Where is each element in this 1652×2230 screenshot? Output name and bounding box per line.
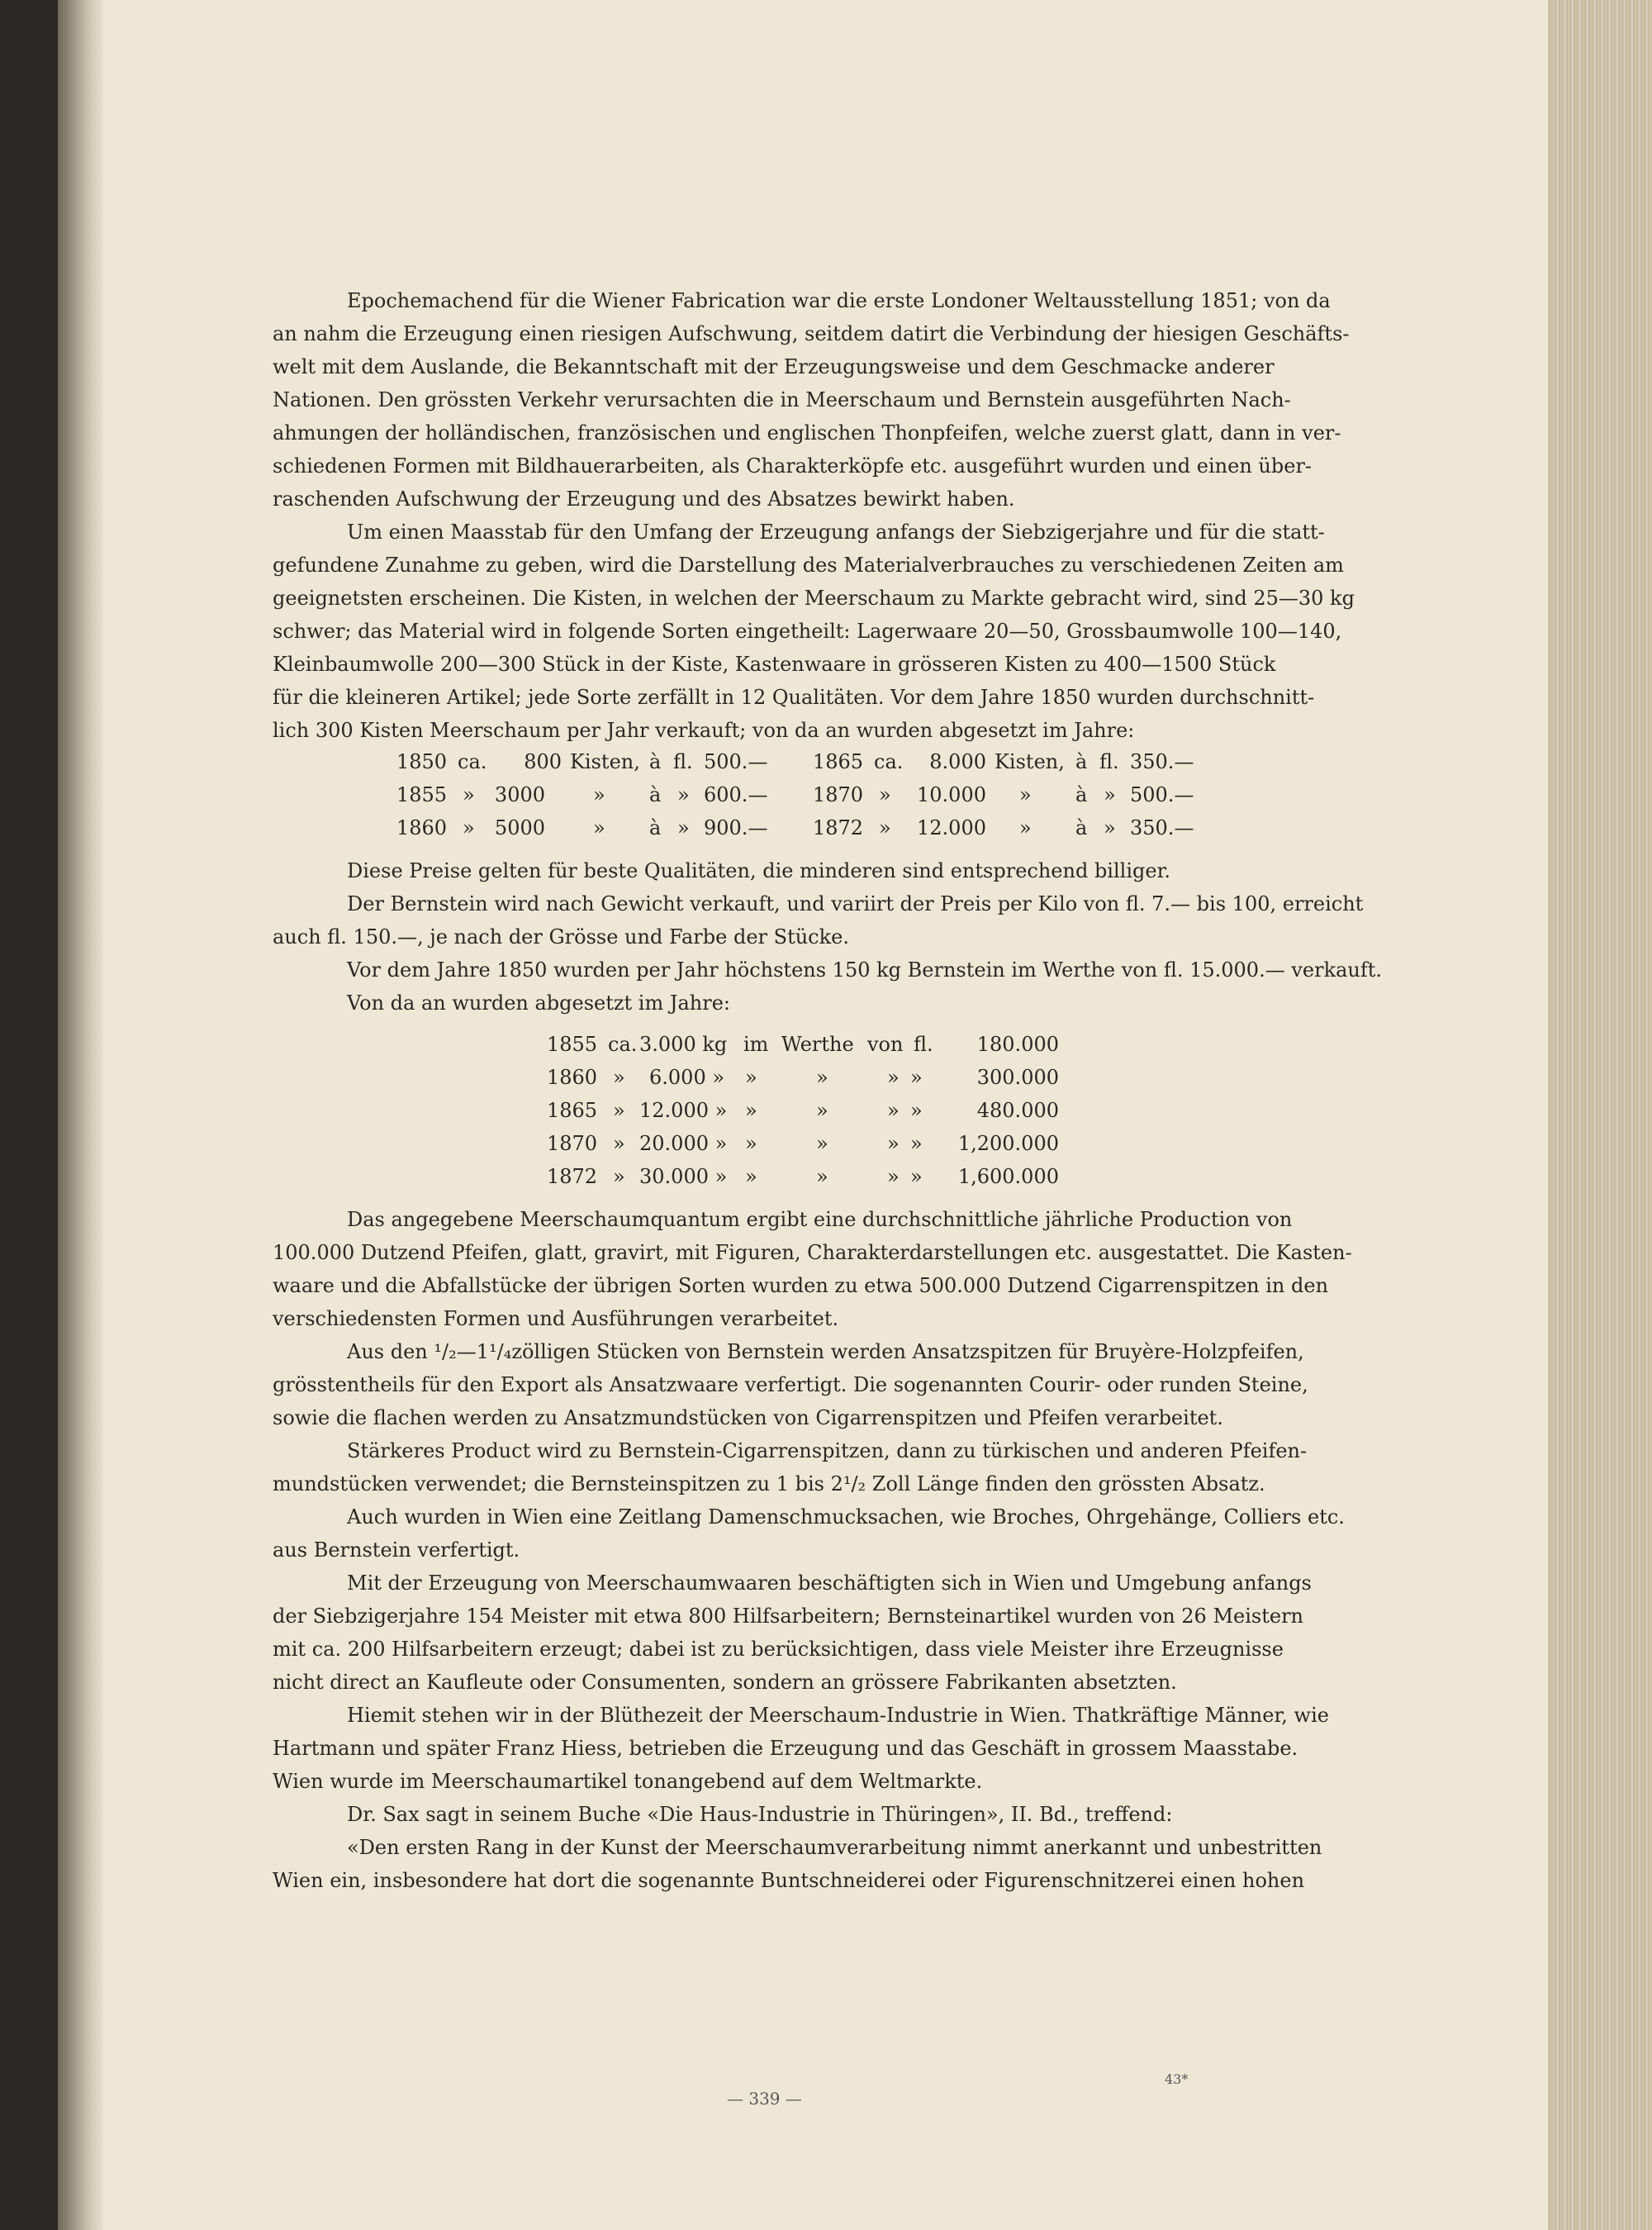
quantity-cell: 30.000 » <box>639 1165 728 1188</box>
unit-cell: » <box>593 816 605 839</box>
text-line: Hiemit stehen wir in der Blüthezeit der Meerschaum-Industrie in Wien. Thatkräftige Männer, wie <box>347 1704 1329 1727</box>
quantity-cell: 6.000 » <box>649 1066 725 1089</box>
value-cell: 1,200.000 <box>957 1132 1059 1155</box>
mark-cell: ca. <box>458 750 487 773</box>
text-line: raschenden Aufschwung der Erzeugung und des Absatzes bewirkt haben. <box>273 487 1015 511</box>
text-line: Epochemachend für die Wiener Fabrication war die erste Londoner Weltausstellung 1851; von da <box>347 289 1331 312</box>
year-cell: 1870 <box>547 1132 598 1155</box>
year-cell: 1872 <box>547 1165 598 1188</box>
quantity-cell: 20.000 » <box>639 1132 728 1155</box>
year-cell: 1865 <box>813 750 864 773</box>
currency-cell: » <box>910 1066 923 1089</box>
text-line: Wien wurde im Meerschaumartikel tonangebend auf dem Weltmarkte. <box>273 1770 983 1793</box>
text-line: der Siebzigerjahre 154 Meister mit etwa 800 Hilfsarbeitern; Bernsteinartikel wurden von 26 Meistern <box>273 1605 1303 1628</box>
price-cell: 500.— <box>704 750 768 773</box>
mark-cell: » <box>613 1132 625 1155</box>
text-line: auch fl. 150.—, je nach der Grösse und Farbe der Stücke. <box>273 925 849 949</box>
text-line: Stärkeres Product wird zu Bernstein-Cigarrenspitzen, dann zu türkischen und anderen Pfeifen- <box>347 1439 1308 1462</box>
value-cell: 180.000 <box>976 1033 1059 1056</box>
count-cell: 12.000 <box>917 816 986 839</box>
mark-cell: ca. <box>874 750 904 773</box>
text-line: 100.000 Dutzend Pfeifen, glatt, gravirt, mit Figuren, Charakterdarstellungen etc. ausgestattet. Die Kasten- <box>273 1241 1352 1264</box>
text-line: Auch wurden in Wien eine Zeitlang Damenschmucksachen, wie Broches, Ohrgehänge, Colliers etc. <box>347 1505 1345 1529</box>
mark-cell: ca. <box>608 1033 638 1056</box>
value-cell: 1,600.000 <box>957 1165 1059 1188</box>
year-cell: 1860 <box>547 1066 598 1089</box>
werthe-cell: » <box>816 1132 828 1155</box>
text-line: mundstücken verwendet; die Bernsteinspitzen zu 1 bis 2¹/₂ Zoll Länge finden den grössten Absatz. <box>273 1472 1265 1495</box>
text-line: geeignetsten erscheinen. Die Kisten, in welchen der Meerschaum zu Markte gebracht wird, sind 25—30 kg <box>273 587 1355 610</box>
currency-cell: » <box>1104 783 1116 806</box>
currency-cell: » <box>910 1099 923 1122</box>
quantity-cell: 3.000 kg <box>639 1033 728 1056</box>
year-cell: 1870 <box>813 783 864 806</box>
mark-cell: » <box>613 1165 625 1188</box>
text-line: schwer; das Material wird in folgende Sorten eingetheilt: Lagerwaare 20—50, Grossbaumwolle 100—140, <box>273 620 1342 643</box>
currency-cell: fl. <box>1099 750 1119 773</box>
text-line: mit ca. 200 Hilfsarbeitern erzeugt; dabei ist zu berücksichtigen, dass viele Meister ihre Erzeugnisse <box>273 1638 1284 1661</box>
a-cell: à <box>1075 783 1088 806</box>
text-line: an nahm die Erzeugung einen riesigen Aufschwung, seitdem datirt die Verbindung der hiesigen Geschäfts- <box>273 322 1350 345</box>
text-line: Mit der Erzeugung von Meerschaumwaaren beschäftigten sich in Wien und Umgebung anfangs <box>347 1571 1312 1595</box>
a-cell: à <box>1075 816 1088 839</box>
werthe-cell: Werthe <box>781 1033 854 1056</box>
text-line: Kleinbaumwolle 200—300 Stück in der Kiste, Kastenwaare in grösseren Kisten zu 400—1500 Stück <box>273 653 1276 676</box>
mark-cell: » <box>879 816 891 839</box>
im-cell: » <box>745 1099 757 1122</box>
text-line: welt mit dem Auslande, die Bekanntschaft mit der Erzeugungsweise und dem Geschmacke anderer <box>273 355 1275 378</box>
count-cell: 8.000 <box>929 750 986 773</box>
text-line: Aus den ¹/₂—1¹/₄zölligen Stücken von Bernstein werden Ansatzspitzen für Bruyère-Holzpfeifen, <box>347 1340 1304 1363</box>
text-line: Diese Preise gelten für beste Qualitäten, die minderen sind entsprechend billiger. <box>347 859 1171 882</box>
value-cell: 480.000 <box>976 1099 1059 1122</box>
text-line: waare und die Abfallstücke der übrigen Sorten wurden zu etwa 500.000 Dutzend Cigarrenspitzen in den <box>273 1274 1329 1297</box>
count-cell: 5000 <box>494 816 545 839</box>
unit-cell: » <box>1019 783 1032 806</box>
value-cell: 300.000 <box>976 1066 1059 1089</box>
currency-cell: » <box>677 783 690 806</box>
unit-cell: » <box>1019 816 1032 839</box>
quantity-cell: 12.000 » <box>639 1099 728 1122</box>
gutter-shadow <box>58 0 103 2230</box>
count-cell: 10.000 <box>917 783 986 806</box>
unit-cell: » <box>593 783 605 806</box>
unit-cell: Kisten, <box>995 750 1065 773</box>
text-line: sowie die flachen werden zu Ansatzmundstücken von Cigarrenspitzen und Pfeifen verarbeitet. <box>273 1406 1223 1429</box>
text-line: Dr. Sax sagt in seinem Buche «Die Haus-Industrie in Thüringen», II. Bd., treffend: <box>347 1803 1173 1826</box>
von-cell: » <box>887 1099 900 1122</box>
im-cell: » <box>745 1066 757 1089</box>
signature-mark: 43* <box>1165 2071 1189 2087</box>
price-cell: 500.— <box>1130 783 1194 806</box>
text-line: Das angegebene Meerschaumquantum ergibt eine durchschnittliche jährliche Production von <box>347 1208 1293 1231</box>
text-line: «Den ersten Rang in der Kunst der Meerschaumverarbeitung nimmt anerkannt und unbestritten <box>347 1836 1322 1859</box>
mark-cell: » <box>879 783 891 806</box>
currency-cell: » <box>1104 816 1116 839</box>
count-cell: 800 <box>524 750 562 773</box>
von-cell: » <box>887 1066 900 1089</box>
im-cell: im <box>743 1033 769 1056</box>
text-line: Wien ein, insbesondere hat dort die sogenannte Buntschneiderei oder Figurenschnitzerei einen hohen <box>273 1869 1305 1892</box>
year-cell: 1855 <box>547 1033 598 1056</box>
year-cell: 1865 <box>547 1099 598 1122</box>
currency-cell: » <box>910 1132 923 1155</box>
text-line: Der Bernstein wird nach Gewicht verkauft, und variirt der Preis per Kilo von fl. 7.— bis 100, erreicht <box>347 892 1364 915</box>
text-line: gefundene Zunahme zu geben, wird die Darstellung des Materialverbrauches zu verschiedenen Zeiten am <box>273 554 1344 577</box>
text-line: Vor dem Jahre 1850 wurden per Jahr höchstens 150 kg Bernstein im Werthe von fl. 15.000.— verkauft. <box>347 958 1383 982</box>
currency-cell: fl. <box>914 1033 933 1056</box>
text-line: Nationen. Den grössten Verkehr verursachten die in Meerschaum und Bernstein ausgeführten Nach- <box>273 388 1291 411</box>
currency-cell: » <box>910 1165 923 1188</box>
a-cell: à <box>649 750 662 773</box>
a-cell: à <box>1075 750 1088 773</box>
text-line: nicht direct an Kaufleute oder Consumenten, sondern an grössere Fabrikanten absetzten. <box>273 1671 1177 1694</box>
text-line: Hartmann und später Franz Hiess, betrieben die Erzeugung und das Geschäft in grossem Maasstabe. <box>273 1737 1298 1760</box>
text-line: lich 300 Kisten Meerschaum per Jahr verkauft; von da an wurden abgesetzt im Jahre: <box>273 719 1135 742</box>
text-line: ahmungen der holländischen, französischen und englischen Thonpfeifen, welche zuerst glatt, dann in ver- <box>273 421 1341 445</box>
text-line: verschiedensten Formen und Ausführungen verarbeitet. <box>273 1307 839 1330</box>
werthe-cell: » <box>816 1165 828 1188</box>
text-line: aus Bernstein verfertigt. <box>273 1538 520 1562</box>
count-cell: 3000 <box>494 783 545 806</box>
price-cell: 350.— <box>1130 750 1194 773</box>
von-cell: von <box>867 1033 904 1056</box>
currency-cell: » <box>677 816 690 839</box>
year-cell: 1855 <box>396 783 448 806</box>
unit-cell: Kisten, <box>570 750 640 773</box>
werthe-cell: » <box>816 1066 828 1089</box>
year-cell: 1872 <box>813 816 864 839</box>
mark-cell: » <box>613 1099 625 1122</box>
werthe-cell: » <box>816 1099 828 1122</box>
im-cell: » <box>745 1165 757 1188</box>
text-line: Von da an wurden abgesetzt im Jahre: <box>347 991 731 1015</box>
im-cell: » <box>745 1132 757 1155</box>
a-cell: à <box>649 783 662 806</box>
mark-cell: » <box>463 816 475 839</box>
von-cell: » <box>887 1165 900 1188</box>
year-cell: 1850 <box>396 750 448 773</box>
price-cell: 900.— <box>704 816 768 839</box>
text-line: für die kleineren Artikel; jede Sorte zerfällt in 12 Qualitäten. Vor dem Jahre 1850 wurden durchschnitt- <box>273 686 1315 709</box>
mark-cell: » <box>613 1066 625 1089</box>
year-cell: 1860 <box>396 816 448 839</box>
currency-cell: fl. <box>673 750 693 773</box>
text-line: Um einen Maasstab für den Umfang der Erzeugung anfangs der Siebzigerjahre und für die statt- <box>347 521 1325 544</box>
price-cell: 600.— <box>704 783 768 806</box>
text-line: grösstentheils für den Export als Ansatzwaare verfertigt. Die sogenannten Courir- oder runden Steine, <box>273 1373 1308 1396</box>
a-cell: à <box>649 816 662 839</box>
text-line: schiedenen Formen mit Bildhauerarbeiten, als Charakterköpfe etc. ausgeführt wurden und einen über- <box>273 454 1313 478</box>
von-cell: » <box>887 1132 900 1155</box>
price-cell: 350.— <box>1130 816 1194 839</box>
page-stack-edges <box>1553 0 1652 2230</box>
mark-cell: » <box>463 783 475 806</box>
book-gutter <box>0 0 58 2230</box>
page-number: — 339 — <box>727 2089 802 2109</box>
